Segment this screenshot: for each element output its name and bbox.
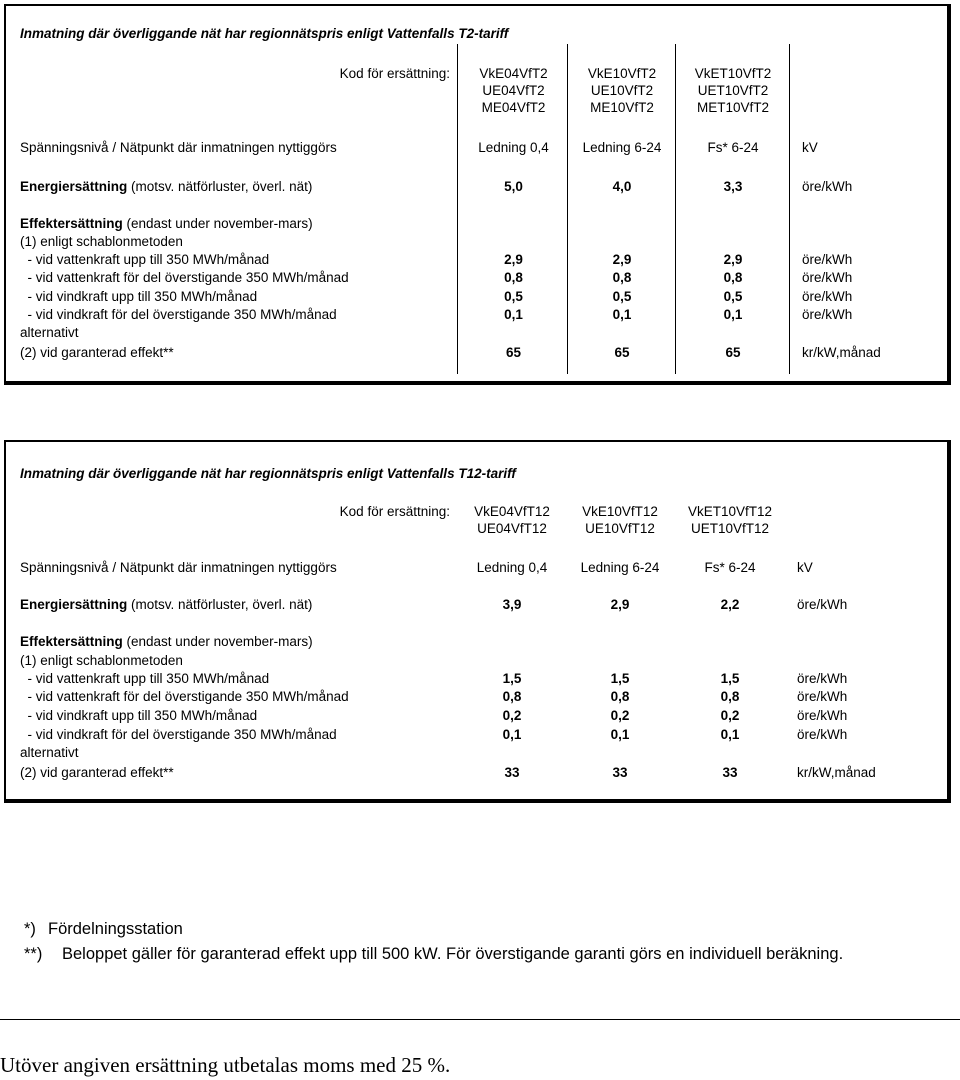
rate-row-label: - vid vattenkraft för del överstigande 350 MWh/månad: [20, 270, 349, 285]
rate-row-label: - vid vattenkraft upp till 350 MWh/månad: [20, 671, 270, 686]
energy-value: 2,2: [720, 597, 740, 612]
guaranteed-value: 33: [722, 765, 738, 780]
rate-value: 0,8: [720, 689, 740, 704]
unit-cell: öre/kWh: [797, 597, 848, 612]
rate-value: 0,8: [610, 689, 630, 704]
code-cell: MET10VfT2: [696, 100, 770, 115]
rate-row-label: - vid vattenkraft för del överstigande 350 MWh/månad: [20, 689, 349, 704]
code-cell: VkET10VfT12: [687, 504, 773, 519]
rate-row-label: - vid vindkraft för del överstigande 350 MWh/månad: [20, 307, 337, 322]
energy-label-bold: Energiersättning: [20, 597, 128, 612]
horizontal-rule: [0, 1019, 960, 1020]
code-cell: UET10VfT2: [697, 83, 769, 98]
rate-value: 2,9: [504, 252, 523, 267]
rate-value: 0,1: [612, 307, 632, 322]
rate-value: 0,1: [723, 307, 743, 322]
code-cell: UE04VfT2: [482, 83, 545, 98]
rate-value: 0,2: [502, 708, 522, 723]
unit-cell: öre/kWh: [797, 689, 848, 704]
unit-cell: öre/kWh: [797, 727, 848, 742]
code-cell: VkE04VfT12: [474, 504, 550, 519]
energy-value: 3,3: [723, 179, 743, 194]
rate-value: 1,5: [720, 671, 740, 686]
energy-value: 3,9: [502, 597, 522, 612]
unit-cell: kV: [797, 560, 813, 575]
code-cell: UE04VfT12: [477, 521, 547, 536]
rate-row-label: - vid vindkraft upp till 350 MWh/månad: [20, 708, 258, 723]
voltage-cell: Ledning 0,4: [476, 560, 548, 575]
energy-value: 2,9: [610, 597, 630, 612]
rate-value: 0,5: [504, 289, 523, 304]
column-divider: [567, 44, 568, 374]
rate-value: 0,8: [723, 270, 743, 285]
code-cell: VkE10VfT2: [587, 66, 657, 81]
rate-value: 1,5: [610, 671, 630, 686]
effect-label: [20, 634, 313, 650]
unit-cell: kV: [802, 140, 818, 155]
rate-value: 0,5: [723, 289, 743, 304]
unit-cell: öre/kWh: [802, 252, 853, 267]
rate-row-label: - vid vindkraft för del överstigande 350 MWh/månad: [20, 727, 337, 742]
energy-label-rest: (motsv. nätförluster, överl. nät): [127, 597, 313, 612]
energy-label-bold: Energiersättning: [20, 179, 128, 194]
footnote-mark: **): [24, 945, 43, 963]
code-cell: UET10VfT12: [690, 521, 770, 536]
energy-label: [20, 179, 312, 195]
rate-value: 0,5: [612, 289, 632, 304]
code-cell: UE10VfT12: [585, 521, 655, 536]
effect-label-rest: (endast under november-mars): [122, 634, 313, 649]
rate-value: 1,5: [502, 671, 522, 686]
voltage-cell: Ledning 0,4: [478, 140, 549, 155]
column-divider: [675, 44, 676, 374]
alt-label: alternativt: [20, 325, 79, 340]
guaranteed-value: 33: [612, 765, 628, 780]
footnote-text: Fördelningsstation: [48, 920, 183, 938]
footnote-text: Beloppet gäller för garanterad effekt upp till 500 kW. För överstigande garanti görs en individuell beräkning.: [62, 945, 844, 963]
rate-value: 0,2: [610, 708, 630, 723]
energy-label-rest: (motsv. nätförluster, överl. nät): [127, 179, 313, 194]
code-cell: VkE04VfT2: [479, 66, 548, 81]
guaranteed-value: 65: [725, 345, 741, 360]
method-label: (1) enligt schablonmetoden: [20, 653, 183, 668]
effect-label-rest: (endast under november-mars): [122, 216, 313, 231]
unit-cell: kr/kW,månad: [802, 345, 881, 360]
unit-cell: öre/kWh: [802, 270, 853, 285]
rate-value: 0,2: [720, 708, 740, 723]
tariff-table-t12: [4, 440, 951, 803]
unit-cell: öre/kWh: [802, 179, 853, 194]
voltage-cell: Ledning 6-24: [580, 560, 660, 575]
unit-cell: öre/kWh: [802, 289, 853, 304]
table-title: Inmatning där överliggande nät har regionnätspris enligt Vattenfalls T2-tariff: [20, 26, 509, 41]
rate-row-label: - vid vindkraft upp till 350 MWh/månad: [20, 289, 258, 304]
energy-value: 4,0: [612, 179, 632, 194]
guaranteed-label: (2) vid garanterad effekt**: [20, 345, 174, 360]
code-label: Kod för ersättning:: [339, 504, 450, 519]
energy-label: [20, 597, 312, 613]
code-cell: UE10VfT2: [590, 83, 654, 98]
effect-label-bold: Effektersättning: [20, 216, 123, 231]
voltage-cell: Ledning 6-24: [582, 140, 662, 155]
guaranteed-value: 65: [505, 345, 522, 360]
rate-value: 0,1: [502, 727, 522, 742]
rate-value: 0,8: [504, 270, 523, 285]
unit-cell: öre/kWh: [802, 307, 853, 322]
unit-cell: öre/kWh: [797, 708, 848, 723]
footnote-mark: *): [24, 920, 36, 938]
rate-value: 0,1: [720, 727, 740, 742]
unit-cell: öre/kWh: [797, 671, 848, 686]
method-label: (1) enligt schablonmetoden: [20, 234, 183, 249]
rate-value: 0,8: [502, 689, 522, 704]
code-cell: ME10VfT2: [590, 100, 654, 115]
column-divider: [789, 44, 790, 374]
unit-cell: kr/kW,månad: [797, 765, 876, 780]
guaranteed-label: (2) vid garanterad effekt**: [20, 765, 174, 780]
rate-value: 0,1: [610, 727, 630, 742]
voltage-label: Spänningsnivå / Nätpunkt där inmatningen nyttiggörs: [20, 560, 337, 575]
voltage-cell: Fs* 6-24: [707, 140, 759, 155]
voltage-label: Spänningsnivå / Nätpunkt där inmatningen nyttiggörs: [20, 140, 337, 155]
effect-label-bold: Effektersättning: [20, 634, 123, 649]
code-cell: ME04VfT2: [481, 100, 546, 115]
rate-row-label: - vid vattenkraft upp till 350 MWh/månad: [20, 252, 270, 267]
vat-note: Utöver angiven ersättning utbetalas moms med 25 %.: [0, 1053, 451, 1077]
effect-label: [20, 216, 313, 232]
guaranteed-value: 33: [504, 765, 520, 780]
rate-value: 0,1: [504, 307, 523, 322]
energy-value: 5,0: [504, 179, 523, 194]
rate-value: 0,8: [612, 270, 632, 285]
voltage-cell: Fs* 6-24: [704, 560, 756, 575]
guaranteed-value: 65: [614, 345, 630, 360]
alt-label: alternativt: [20, 745, 79, 760]
code-cell: VkET10VfT2: [694, 66, 772, 81]
rate-value: 2,9: [612, 252, 632, 267]
code-cell: VkE10VfT12: [582, 504, 658, 519]
code-label: Kod för ersättning:: [339, 66, 450, 81]
column-divider: [457, 44, 458, 374]
table-title: Inmatning där överliggande nät har regionnätspris enligt Vattenfalls T12-tariff: [20, 466, 516, 481]
rate-value: 2,9: [723, 252, 743, 267]
